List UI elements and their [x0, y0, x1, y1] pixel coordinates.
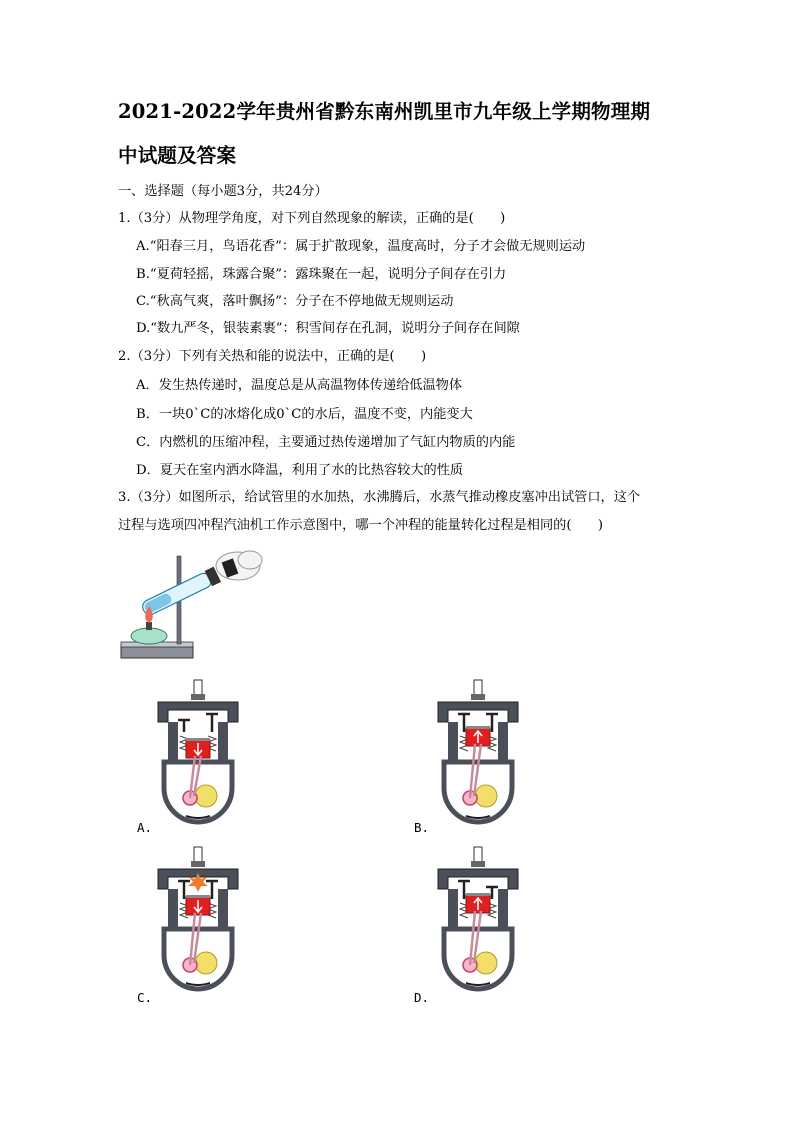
cylinder-wall-right — [218, 722, 228, 762]
spark-plug-base — [471, 861, 485, 867]
caption-d: D. — [414, 990, 430, 1005]
q1-option-d: D.“数九严冬，银装素裹”：积雪间存在孔洞，说明分子间存在间隙 — [136, 321, 520, 336]
engine-figure-b — [428, 678, 528, 833]
cylinder-wall-left — [168, 722, 178, 762]
cylinder-head — [158, 702, 238, 722]
q2-option-a: A．发生热传递时，温度总是从高温物体传递给低温物体 — [136, 378, 463, 393]
cylinder-wall-left — [168, 889, 178, 929]
cylinder-head — [438, 869, 518, 889]
q1-option-c: C.“秋高气爽，落叶飘扬”：分子在不停地做无规则运动 — [136, 294, 454, 309]
alcohol-lamp — [131, 628, 167, 644]
exhaust-valve — [206, 714, 218, 732]
q1-option-a: A.“阳春三月，鸟语花香”：属于扩散现象，温度高时，分子才会做无规则运动 — [136, 239, 586, 254]
q2-option-b: B．一块0`C的冰熔化成0`C的水后，温度不变，内能变大 — [136, 407, 473, 422]
cylinder-head — [438, 702, 518, 722]
caption-a: A. — [137, 820, 153, 835]
spark-plug — [194, 680, 202, 696]
engine-figure-d — [428, 845, 528, 1000]
flywheel — [475, 785, 497, 807]
spark-plug — [474, 680, 482, 696]
intake-valve — [178, 720, 190, 732]
piston-ring — [186, 738, 210, 741]
q1-stem: 1.（3分）从物理学角度，对下列自然现象的解读，正确的是( ) — [118, 211, 506, 226]
q1-option-b: B.“夏荷轻摇，珠露合聚”：露珠聚在一起，说明分子间存在引力 — [136, 267, 507, 282]
spark-plug — [194, 847, 202, 863]
page-title-line-1: 2021-2022学年贵州省黔东南州凯里市九年级上学期物理期 — [118, 100, 651, 123]
engine-figure-c — [148, 845, 248, 1000]
piston-ring — [466, 893, 490, 896]
caption-c: C. — [137, 990, 153, 1005]
piston-ring — [466, 726, 490, 729]
stand-base — [121, 646, 193, 658]
spark-plug-base — [191, 861, 205, 867]
piston-ring — [186, 895, 210, 898]
caption-b: B. — [414, 820, 430, 835]
spark-plug — [474, 847, 482, 863]
flywheel — [195, 785, 217, 807]
spark-plug-base — [471, 694, 485, 700]
cylinder-wall-left — [448, 889, 458, 929]
page-title-line-2: 中试题及答案 — [118, 144, 237, 167]
spark-plug-base — [191, 694, 205, 700]
test-tube-heating-figure — [118, 548, 268, 663]
cylinder-wall-right — [498, 889, 508, 929]
q2-option-c: C．内燃机的压缩冲程，主要通过热传递增加了气缸内物质的内能 — [136, 435, 516, 450]
engine-figure-a — [148, 678, 248, 833]
section-heading: 一、选择题（每小题3分，共24分） — [118, 184, 328, 199]
q2-stem: 2.（3分）下列有关热和能的说法中，正确的是( ) — [118, 349, 427, 364]
flywheel — [195, 952, 217, 974]
cylinder-wall-right — [498, 722, 508, 762]
q2-option-d: D．夏天在室内洒水降温，利用了水的比热容较大的性质 — [136, 463, 464, 478]
q3-stem-line-1: 3.（3分）如图所示，给试管里的水加热，水沸腾后，水蒸气推动橡皮塞冲出试管口，这个 — [118, 490, 641, 505]
cylinder-wall-right — [218, 889, 228, 929]
q3-stem-line-2: 过程与选项四冲程汽油机工作示意图中，哪一个冲程的能量转化过程是相同的( ) — [118, 518, 604, 533]
cylinder-wall-left — [448, 722, 458, 762]
flywheel — [475, 952, 497, 974]
